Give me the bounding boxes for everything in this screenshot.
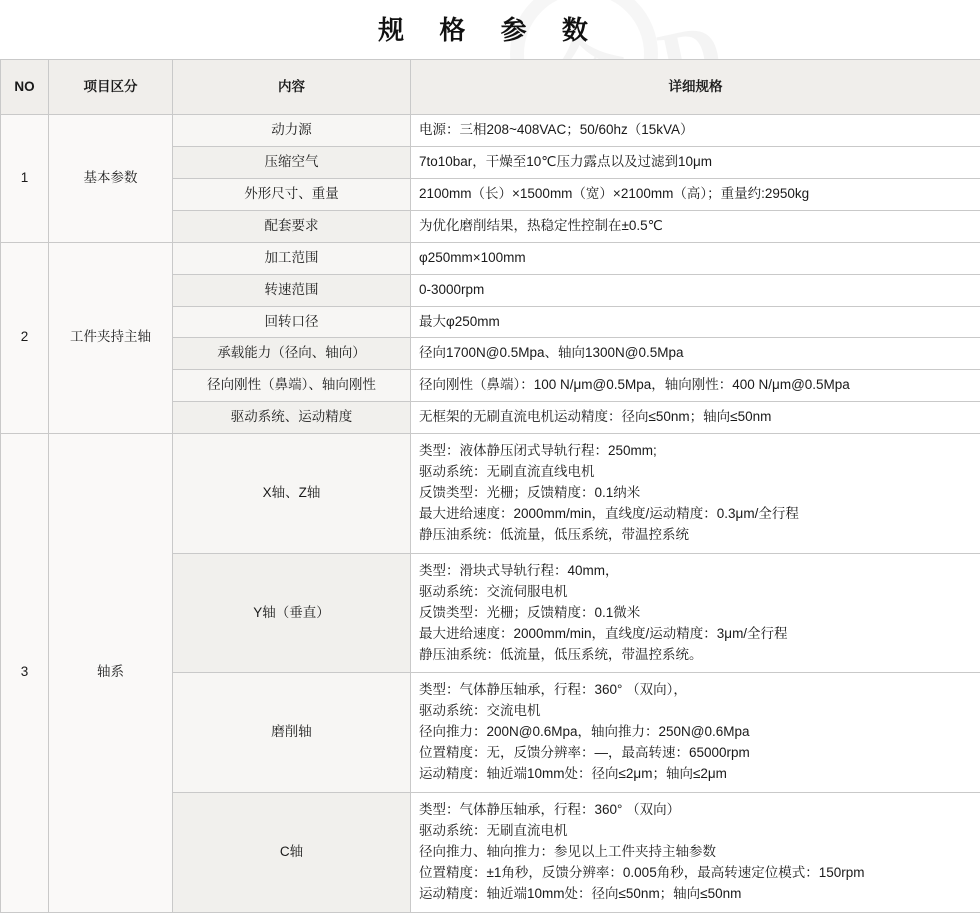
row-detail-cell (411, 402, 980, 434)
detail-line: 径向推力：200N@0.6Mpa，轴向推力：250N@0.6Mpa (419, 722, 972, 743)
row-item-cell: 外形尺寸、重量 (173, 178, 411, 210)
detail-line: 反馈类型：光栅；反馈精度：0.1纳米 (419, 483, 972, 504)
group-number-cell: 1 (1, 115, 49, 243)
column-header-no: NO (1, 60, 49, 115)
detail-line: 位置精度：±1角秒，反馈分辨率：0.005角秒，最高转速定位模式：150rpm (419, 863, 972, 884)
row-detail-cell (411, 146, 980, 178)
table-body (1, 115, 980, 913)
specification-table (0, 59, 980, 913)
detail-line: 位置精度：无，反馈分辨率：—，最高转速：65000rpm (419, 743, 972, 764)
row-item-cell: 配套要求 (173, 210, 411, 242)
group-number-cell: 2 (1, 242, 49, 434)
detail-line: 反馈类型：光栅；反馈精度：0.1微米 (419, 603, 972, 624)
detail-line: 驱动系统：无刷直流直线电机 (419, 462, 972, 483)
row-item-cell: 磨削轴 (173, 673, 411, 793)
detail-line: 径向推力、轴向推力：参见以上工件夹持主轴参数 (419, 842, 972, 863)
detail-line: 运动精度：轴近端10mm处：径向≤2μm；轴向≤2μm (419, 764, 972, 785)
detail-line: 最大φ250mm (419, 312, 972, 333)
row-detail-cell (411, 274, 980, 306)
row-detail-cell (411, 178, 980, 210)
detail-line: φ250mm×100mm (419, 248, 972, 269)
row-detail-cell (411, 242, 980, 274)
column-header-detail: 详细规格 (411, 60, 980, 115)
row-item-cell: 加工范围 (173, 242, 411, 274)
table-row (1, 242, 980, 274)
detail-line: 为优化磨削结果，热稳定性控制在±0.5℃ (419, 216, 972, 237)
page-title: 规 格 参 数 (0, 0, 980, 59)
row-item-cell: 驱动系统、运动精度 (173, 402, 411, 434)
detail-line: 驱动系统：交流电机 (419, 701, 972, 722)
detail-line: 类型：滑块式导轨行程：40mm， (419, 561, 972, 582)
row-detail-cell (411, 338, 980, 370)
row-item-cell: 压缩空气 (173, 146, 411, 178)
detail-line: 0-3000rpm (419, 280, 972, 301)
table-header-row (1, 60, 980, 115)
row-detail-cell (411, 370, 980, 402)
detail-line: 运动精度：轴近端10mm处：径向≤50nm；轴向≤50nm (419, 884, 972, 905)
column-header-item: 内容 (173, 60, 411, 115)
detail-line: 静压油系统：低流量，低压系统，带温控系统。 (419, 645, 972, 666)
row-item-cell: 转速范围 (173, 274, 411, 306)
row-item-cell: C轴 (173, 793, 411, 913)
detail-line: 径向刚性（鼻端）：100 N/μm@0.5Mpa，轴向刚性：400 N/μm@0.5Mpa (419, 375, 972, 396)
row-item-cell: 承载能力（径向、轴向） (173, 338, 411, 370)
table-header (1, 60, 980, 115)
detail-line: 径向1700N@0.5Mpa、轴向1300N@0.5Mpa (419, 343, 972, 364)
group-category-cell: 轴系 (49, 434, 173, 912)
row-item-cell: 回转口径 (173, 306, 411, 338)
row-detail-cell (411, 115, 980, 147)
detail-line: 驱动系统：无刷直流电机 (419, 821, 972, 842)
detail-line: 类型：气体静压轴承，行程：360° （双向） (419, 800, 972, 821)
row-item-cell: 径向刚性（鼻端）、轴向刚性 (173, 370, 411, 402)
column-header-category: 项目区分 (49, 60, 173, 115)
detail-line: 类型：气体静压轴承，行程：360° （双向）， (419, 680, 972, 701)
row-detail-cell (411, 434, 980, 554)
detail-line: 驱动系统：交流伺服电机 (419, 582, 972, 603)
row-item-cell: Y轴（垂直） (173, 553, 411, 673)
table-row (1, 434, 980, 554)
detail-line: 最大进给速度：2000mm/min，直线度/运动精度：0.3μm/全行程 (419, 504, 972, 525)
row-item-cell: X轴、Z轴 (173, 434, 411, 554)
row-detail-cell (411, 673, 980, 793)
detail-line: 静压油系统：低流量，低压系统，带温控系统 (419, 525, 972, 546)
detail-line: 类型：液体静压闭式导轨行程：250mm; (419, 441, 972, 462)
row-detail-cell (411, 553, 980, 673)
detail-line: 无框架的无刷直流电机运动精度：径向≤50nm；轴向≤50nm (419, 407, 972, 428)
group-category-cell: 工件夹持主轴 (49, 242, 173, 434)
row-detail-cell (411, 793, 980, 913)
detail-line: 7to10bar，干燥至10℃压力露点以及过滤到10μm (419, 152, 972, 173)
table-row (1, 115, 980, 147)
detail-line: 2100mm（长）×1500mm（宽）×2100mm（高）；重量约:2950kg (419, 184, 972, 205)
group-category-cell: 基本参数 (49, 115, 173, 243)
row-item-cell: 动力源 (173, 115, 411, 147)
group-number-cell: 3 (1, 434, 49, 912)
detail-line: 电源：三相208~408VAC；50/60hz（15kVA） (419, 120, 972, 141)
row-detail-cell (411, 210, 980, 242)
row-detail-cell (411, 306, 980, 338)
detail-line: 最大进给速度：2000mm/min，直线度/运动精度：3μm/全行程 (419, 624, 972, 645)
